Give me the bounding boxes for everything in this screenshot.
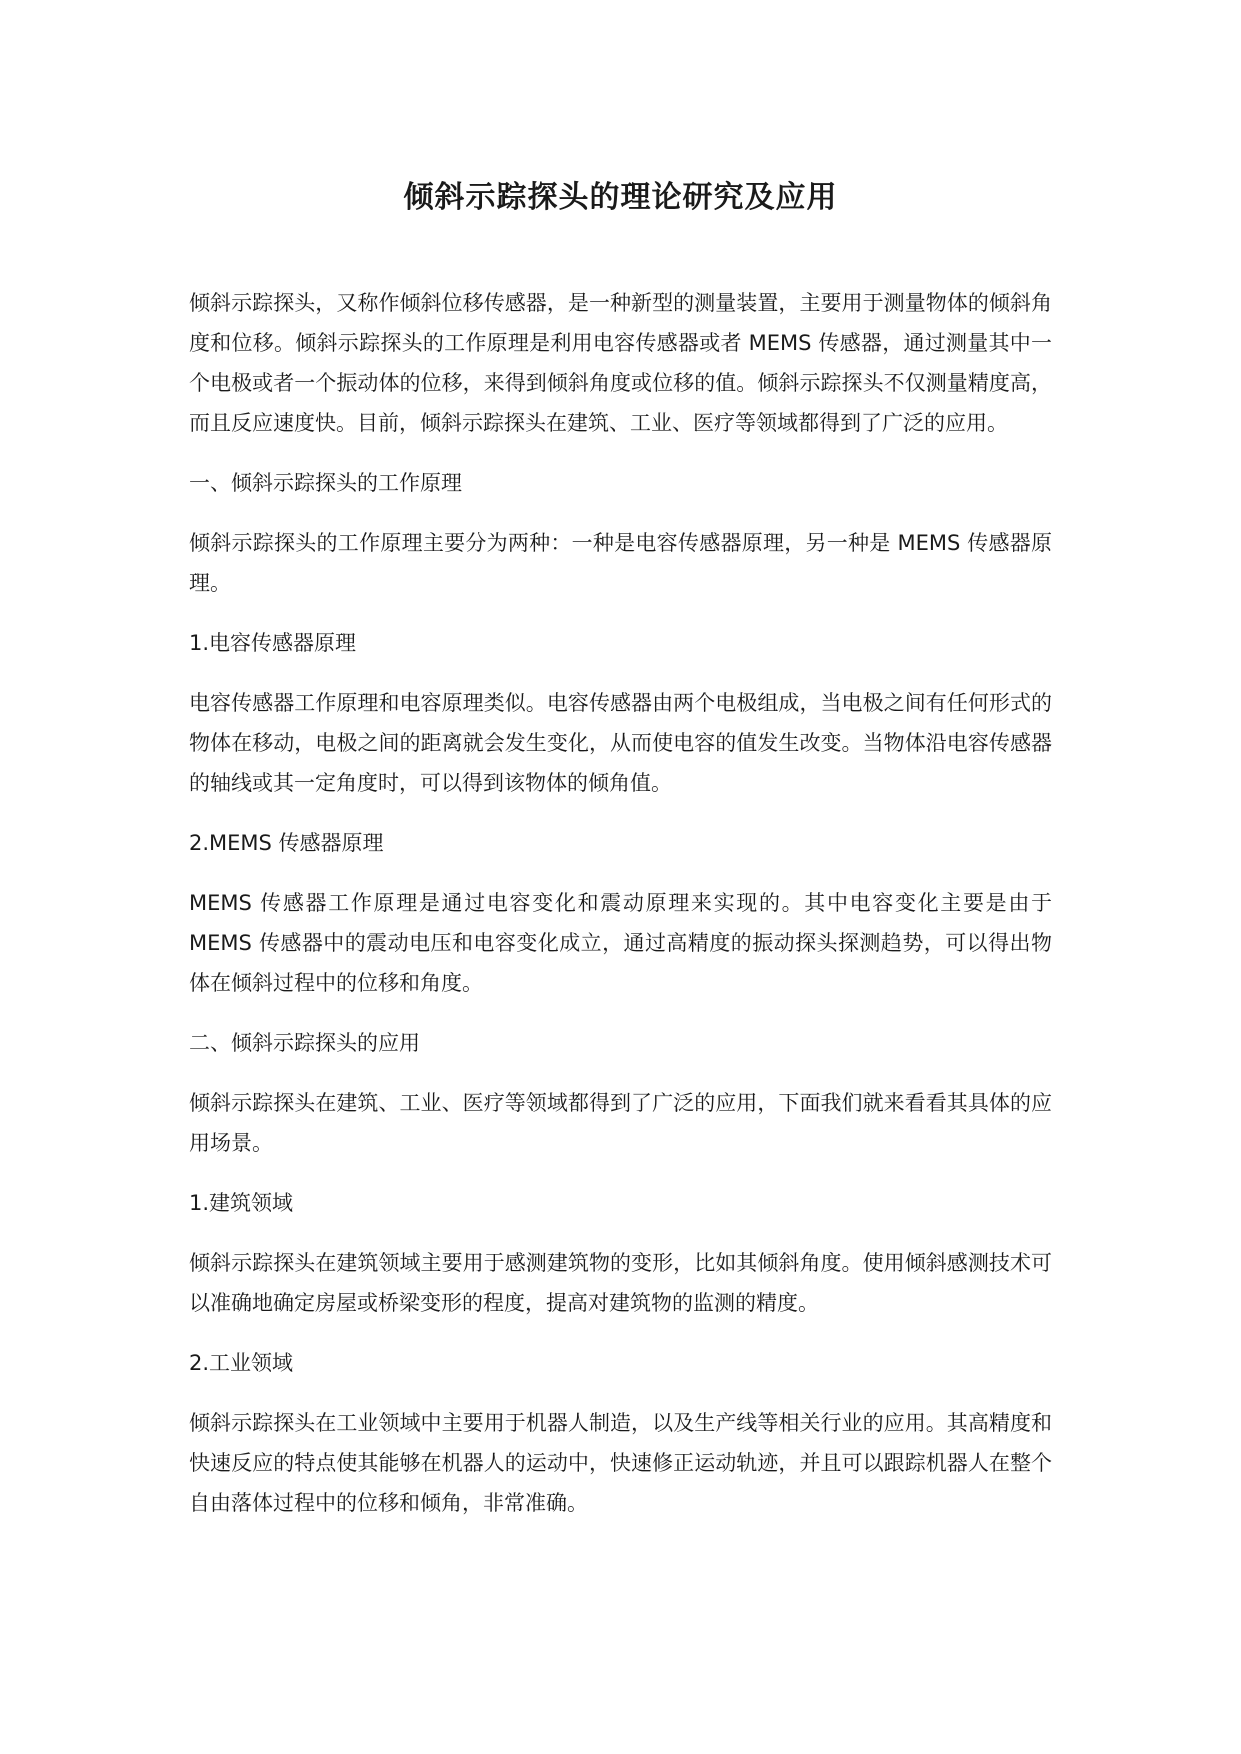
working-principle-paragraph: 倾斜示踪探头的工作原理主要分为两种：一种是电容传感器原理，另一种是 MEMS 传感器原理。 bbox=[189, 531, 1052, 595]
intro-paragraph: 倾斜示踪探头，又称作倾斜位移传感器，是一种新型的测量装置，主要用于测量物体的倾斜角度和位移。倾斜示踪探头的工作原理是利用电容传感器或者 MEMS 传感器，通过测量其中一个电极或者一个振动体的位移，来得到倾斜角度或位移的值。倾斜示踪探头不仅测量精度高，而且反应速度快。目前，倾斜示踪探头在建筑、工业、医疗等领域都得到了广泛的应用。 bbox=[189, 291, 1052, 435]
capacitive-sensor-paragraph: 电容传感器工作原理和电容原理类似。电容传感器由两个电极组成，当电极之间有任何形式的物体在移动，电极之间的距离就会发生变化，从而使电容的值发生改变。当物体沿电容传感器的轴线或其一定角度时，可以得到该物体的倾角值。 bbox=[189, 691, 1052, 795]
section-heading-working-principle: 一、倾斜示踪探头的工作原理 bbox=[189, 471, 462, 495]
mems-sensor-paragraph: MEMS 传感器工作原理是通过电容变化和震动原理来实现的。其中电容变化主要是由于 MEMS 传感器中的震动电压和电容变化成立，通过高精度的振动探头探测趋势，可以得出物体在倾斜过程中的位移和角度。 bbox=[189, 891, 1052, 995]
applications-paragraph: 倾斜示踪探头在建筑、工业、医疗等领域都得到了广泛的应用，下面我们就来看看其具体的应用场景。 bbox=[189, 1091, 1052, 1155]
section-heading-applications: 二、倾斜示踪探头的应用 bbox=[189, 1031, 420, 1055]
construction-paragraph: 倾斜示踪探头在建筑领域主要用于感测建筑物的变形，比如其倾斜角度。使用倾斜感测技术可以准确地确定房屋或桥梁变形的程度，提高对建筑物的监测的精度。 bbox=[189, 1251, 1052, 1315]
document-title: 倾斜示踪探头的理论研究及应用 bbox=[403, 180, 838, 215]
subheading-capacitive-sensor: 1.电容传感器原理 bbox=[189, 631, 357, 655]
document-body bbox=[189, 283, 1052, 1543]
subheading-mems-sensor: 2.MEMS 传感器原理 bbox=[189, 831, 384, 855]
subheading-construction: 1.建筑领域 bbox=[189, 1191, 294, 1215]
industry-paragraph: 倾斜示踪探头在工业领域中主要用于机器人制造，以及生产线等相关行业的应用。其高精度和快速反应的特点使其能够在机器人的运动中，快速修正运动轨迹，并且可以跟踪机器人在整个自由落体过程中的位移和倾角，非常准确。 bbox=[189, 1411, 1052, 1515]
subheading-industry: 2.工业领域 bbox=[189, 1351, 294, 1375]
